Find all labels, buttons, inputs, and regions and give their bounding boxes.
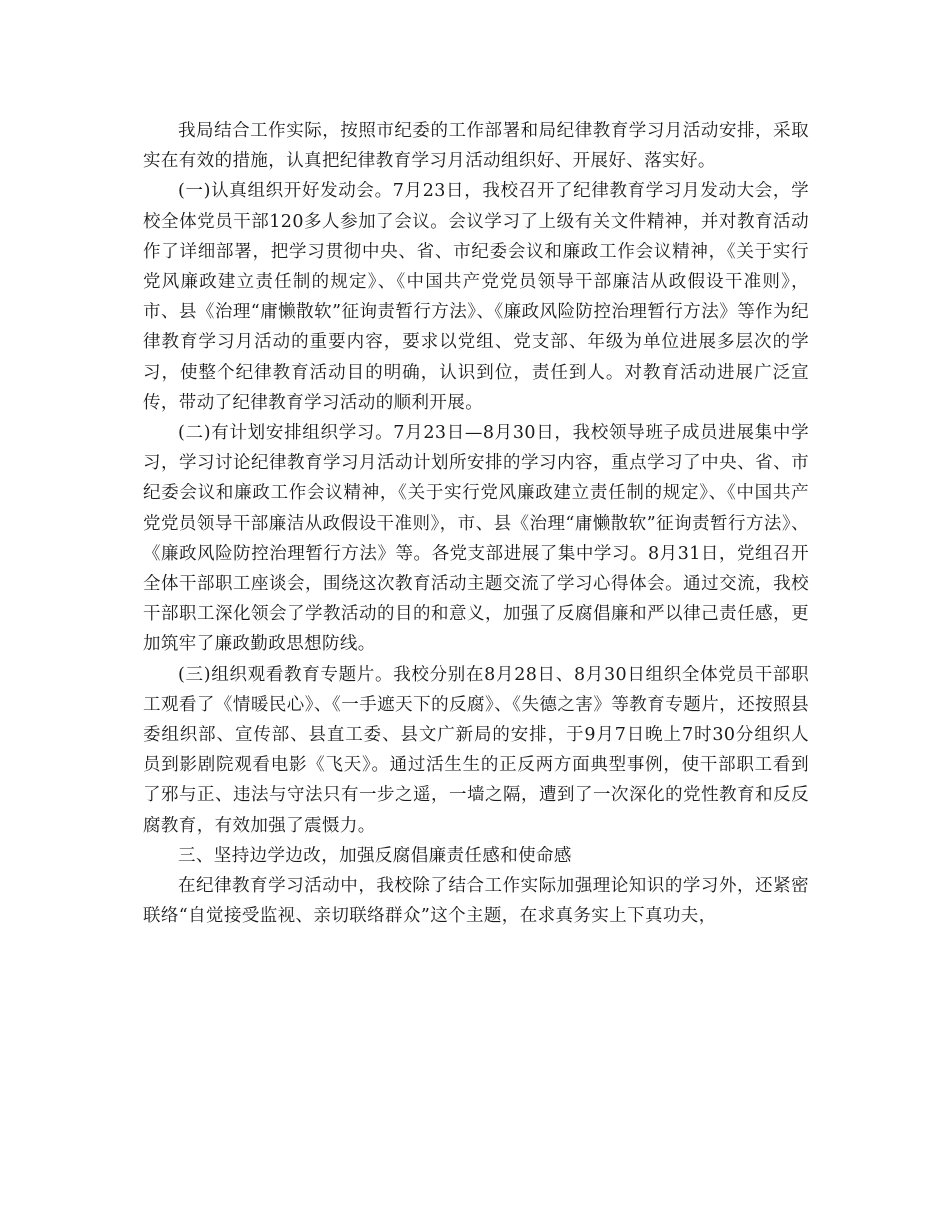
paragraph-practice: 在纪律教育学习活动中，我校除了结合工作实际加强理论知识的学习外，还紧密联络“自觉接受监视、亲切联络群众”这个主题，在求真务实上下真功夫， [143,876,809,927]
paragraph-film-viewing: (三)组织观看教育专题片。我校分别在8月28日、8月30日组织全体党员干部职工观看了《情暖民心》、《一手遮天下的反腐》、《失德之害》等教育专题片，还按照县委组织部、宣传部、县直工委、县文广新局的安排，于9月7日晚上7时30分组织人员到影剧院观看电影《飞天》。通过活生生的正反两方面典型事例，使干部职工看到了邪与正、违法与守法只有一步之遥，一墙之隔，遭到了一次深化的党性教育和反反腐教育，有效加强了震慑力。 [143,664,809,836]
document-body [143,116,809,931]
paragraph-mobilization-meeting: (一)认真组织开好发动会。7月23日，我校召开了纪律教育学习月发动大会，学校全体党员干部120多人参加了会议。会议学习了上级有关文件精神，并对教育活动作了详细部署，把学习贯彻中央、省、市纪委会议和廉政工作会议精神，《关于实行党风廉政建立责任制的规定》、《中国共产党党员领导干部廉洁从政假设干准则》，市、县《治理“庸懒散软”征询责暂行方法》、《廉政风险防控治理暂行方法》等作为纪律教育学习月活动的重要内容，要求以党组、党支部、年级为单位进展多层次的学习，使整个纪律教育活动目的明确，认识到位，责任到人。对教育活动进展广泛宣传，带动了纪律教育学习活动的顺利开展。 [143,181,809,413]
section-heading-three: 三、坚持边学边改，加强反腐倡廉责任感和使命感 [178,845,572,866]
paragraph-planned-study: (二)有计划安排组织学习。7月23日—8月30日，我校领导班子成员进展集中学习，学习讨论纪律教育学习月活动计划所安排的学习内容，重点学习了中央、省、市纪委会议和廉政工作会议精神，《关于实行党风廉政建立责任制的规定》、《中国共产党党员领导干部廉洁从政假设干准则》，市、县《治理“庸懒散软”征询责暂行方法》、《廉政风险防控治理暂行方法》等。各党支部进展了集中学习。8月31日，党组召开全体干部职工座谈会，围绕这次教育活动主题交流了学习心得体会。通过交流，我校干部职工深化领会了学教活动的目的和意义，加强了反腐倡廉和严以律己责任感，更加筑牢了廉政勤政思想防线。 [143,423,809,655]
paragraph-intro: 我局结合工作实际，按照市纪委的工作部署和局纪律教育学习月活动安排，采取实在有效的措施，认真把纪律教育学习月活动组织好、开展好、落实好。 [143,121,809,172]
